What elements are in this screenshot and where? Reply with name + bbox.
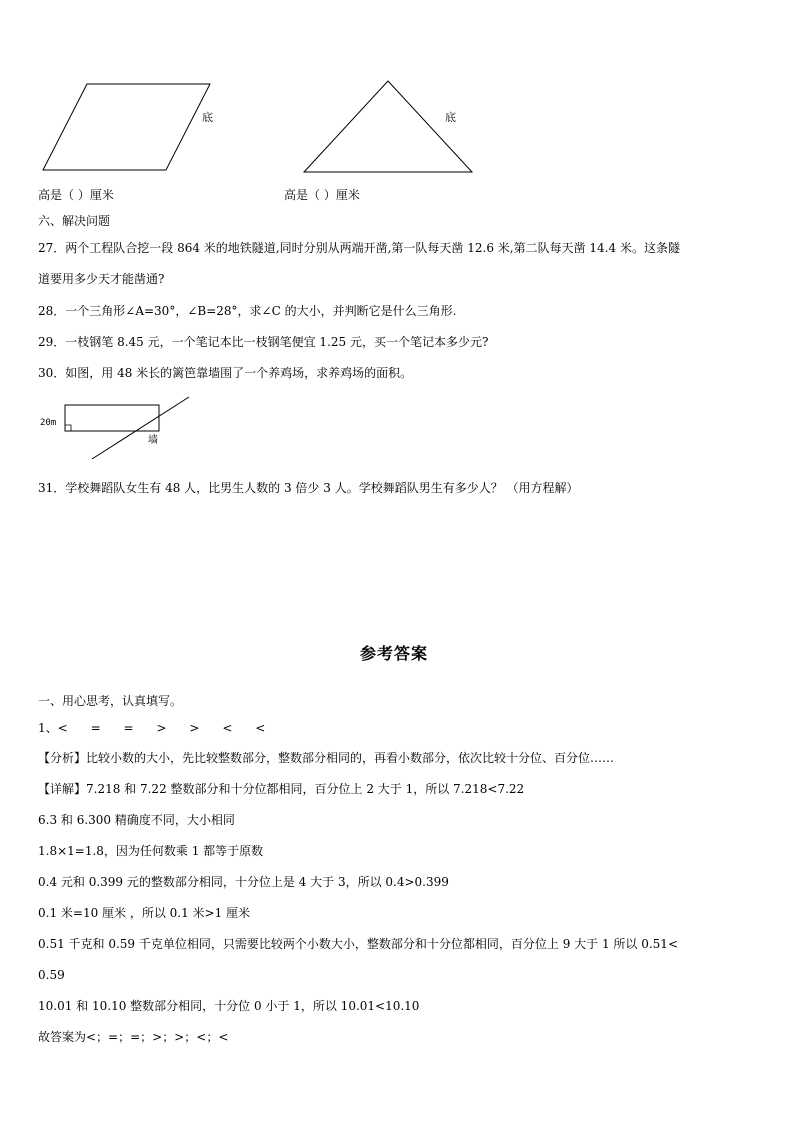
question-30: 30．如图，用 48 米长的篱笆靠墙围了一个养鸡场，求养鸡场的面积。 [38, 366, 413, 380]
answer-line-0-51-b: 0.59 [38, 968, 65, 982]
section6-heading: 六、解决问题 [38, 214, 111, 228]
answer-conclusion: 故答案为<；=；=；>；>；<；< [38, 1030, 229, 1044]
question-27-line1: 27．两个工程队合挖一段 864 米的地铁隧道,同时分别从两端开凿,第一队每天凿 12.6 米,第二队每天凿 14.4 米。这条隧 [38, 241, 680, 255]
question-29: 29．一枝钢笔 8.45 元，一个笔记本比一枝钢笔便宜 1.25 元，买一个笔记本多少元? [38, 335, 489, 349]
answer-line-0-51-a: 0.51 千克和 0.59 千克单位相同，只需要比较两个小数大小，整数部分和十分位都相同，百分位上 9 大于 1 所以 0.51< [38, 937, 678, 951]
wall-line [92, 397, 189, 459]
chicken-yard-figure [36, 395, 196, 465]
triangle-shape [304, 81, 472, 172]
question-31: 31．学校舞蹈队女生有 48 人，比男生人数的 3 倍少 3 人。学校舞蹈队男生有多少人？ （用方程解） [38, 481, 579, 495]
parallelogram-height-caption: 高是（ ）厘米 [38, 188, 114, 202]
triangle-base-label: 底 [445, 111, 456, 124]
triangle-height-caption: 高是（ ）厘米 [284, 188, 360, 202]
parallelogram-base-label: 底 [202, 111, 213, 124]
yard-side-label: 20m [40, 418, 57, 428]
wall-label: 墙 [148, 435, 158, 446]
answer-line-0-4: 0.4 元和 0.399 元的整数部分相同，十分位上是 4 大于 3，所以 0.4>0.399 [38, 875, 449, 889]
parallelogram-shape [43, 84, 210, 170]
question-27-line2: 道要用多少天才能凿通? [38, 272, 165, 286]
answers-title: 参考答案 [360, 644, 429, 663]
answers-section1-heading: 一、用心思考，认真填写。 [38, 694, 183, 708]
answer-analysis: 【分析】比较小数的大小，先比较整数部分，整数部分相同的，再看小数部分，依次比较十分位、百分位…… [38, 751, 615, 765]
answer-line-6-3: 6.3 和 6.300 精确度不同，大小相同 [38, 813, 235, 827]
right-angle-mark [65, 425, 71, 431]
question-28: 28．一个三角形∠A=30°，∠B=28°，求∠C 的大小，并判断它是什么三角形. [38, 304, 457, 318]
answer-1: 1、< = = > > < < [38, 721, 266, 735]
answer-detail: 【详解】7.218 和 7.22 整数部分和十分位都相同，百分位上 2 大于 1，所以 7.218<7.22 [38, 782, 525, 796]
triangle-figure [300, 78, 478, 175]
yard-rectangle [65, 405, 159, 431]
parallelogram-figure [38, 80, 218, 175]
answer-line-1-8: 1.8×1=1.8，因为任何数乘 1 都等于原数 [38, 844, 264, 858]
answer-line-10-01: 10.01 和 10.10 整数部分相同，十分位 0 小于 1，所以 10.01<10.10 [38, 999, 420, 1013]
answer-line-0-1: 0.1 米=10 厘米 ，所以 0.1 米>1 厘米 [38, 906, 251, 920]
